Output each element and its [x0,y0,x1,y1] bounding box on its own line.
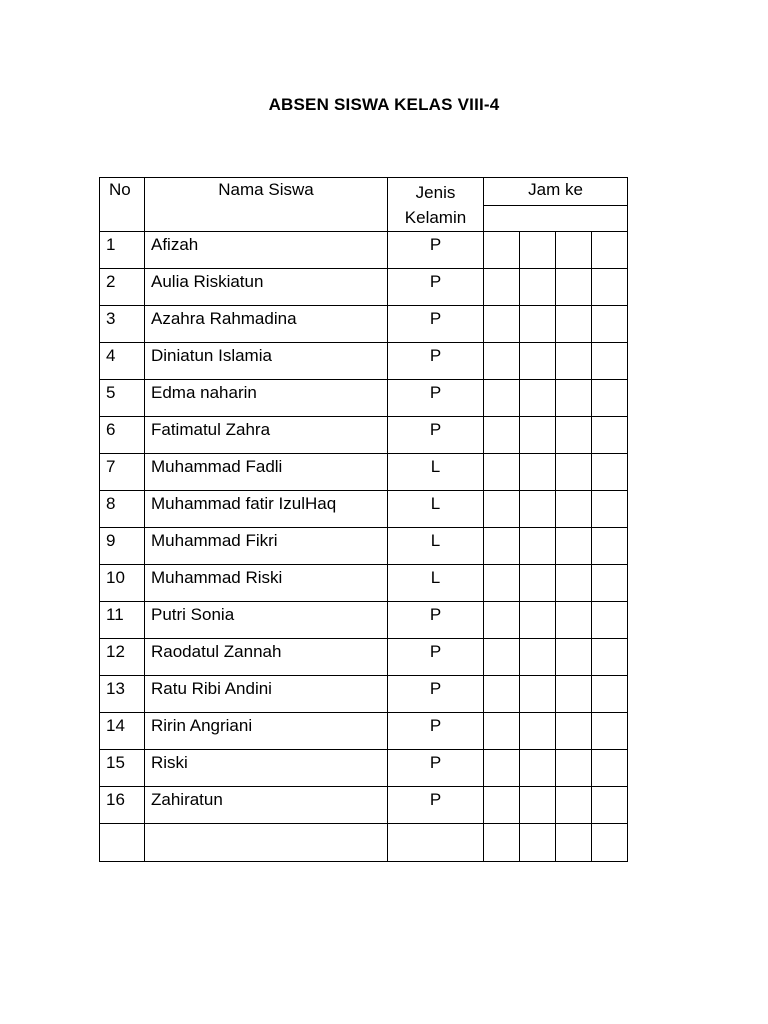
cell-jam [520,565,556,602]
cell-jam [484,602,520,639]
cell-name: Riski [145,750,388,787]
cell-jam [520,639,556,676]
cell-no: 1 [100,232,145,269]
cell-sex: P [388,269,484,306]
table-row [100,676,628,713]
cell-jam [592,454,628,491]
table-row [100,417,628,454]
cell-no: 6 [100,417,145,454]
cell-empty [388,824,484,862]
cell-jam [484,417,520,454]
cell-no: 2 [100,269,145,306]
cell-jam [592,232,628,269]
header-jam-sub [484,206,628,232]
table-row [100,380,628,417]
cell-jam [556,676,592,713]
cell-jam [556,417,592,454]
cell-name: Fatimatul Zahra [145,417,388,454]
cell-jam [556,528,592,565]
cell-jam [484,269,520,306]
cell-no: 5 [100,380,145,417]
cell-jam [556,269,592,306]
cell-jam [520,491,556,528]
cell-empty [556,824,592,862]
cell-jam [556,343,592,380]
cell-empty [145,824,388,862]
cell-no: 15 [100,750,145,787]
cell-jam [556,454,592,491]
cell-jam [592,491,628,528]
cell-name: Afizah [145,232,388,269]
cell-jam [556,787,592,824]
cell-name: Zahiratun [145,787,388,824]
cell-sex: L [388,528,484,565]
cell-jam [484,787,520,824]
cell-jam [484,528,520,565]
cell-jam [484,565,520,602]
cell-no: 13 [100,676,145,713]
table-row [100,306,628,343]
cell-no: 11 [100,602,145,639]
page-title: ABSEN SISWA KELAS VIII-4 [268,95,500,114]
cell-name: Putri Sonia [145,602,388,639]
table-row [100,602,628,639]
cell-jam [520,602,556,639]
cell-sex: P [388,306,484,343]
cell-name: Diniatun Islamia [145,343,388,380]
cell-jam [484,232,520,269]
cell-jam [592,602,628,639]
table-row [100,528,628,565]
cell-sex: P [388,787,484,824]
cell-jam [556,232,592,269]
cell-jam [556,602,592,639]
header-jam: Jam ke [484,178,628,206]
cell-jam [592,713,628,750]
cell-jam [484,639,520,676]
cell-no: 8 [100,491,145,528]
cell-jam [592,565,628,602]
cell-jam [520,232,556,269]
table-row [100,713,628,750]
cell-no: 4 [100,343,145,380]
cell-jam [520,713,556,750]
cell-jam [556,639,592,676]
cell-jam [520,380,556,417]
table-row [100,565,628,602]
cell-jam [520,269,556,306]
cell-name: Edma naharin [145,380,388,417]
cell-sex: L [388,454,484,491]
cell-jam [556,306,592,343]
cell-jam [520,528,556,565]
table-row [100,787,628,824]
cell-sex: P [388,380,484,417]
cell-sex: P [388,639,484,676]
cell-empty [520,824,556,862]
cell-jam [556,750,592,787]
cell-name: Muhammad Fikri [145,528,388,565]
cell-jam [484,343,520,380]
cell-name: Azahra Rahmadina [145,306,388,343]
table-row [100,639,628,676]
table-row [100,491,628,528]
cell-jam [520,343,556,380]
header-sex: Jenis Kelamin [388,178,484,232]
cell-jam [592,380,628,417]
cell-jam [556,565,592,602]
cell-jam [484,750,520,787]
cell-sex: P [388,343,484,380]
cell-jam [520,676,556,713]
cell-jam [556,380,592,417]
cell-name: Raodatul Zannah [145,639,388,676]
cell-jam [592,676,628,713]
cell-jam [520,306,556,343]
cell-name: Muhammad fatir IzulHaq [145,491,388,528]
cell-jam [484,306,520,343]
cell-sex: P [388,713,484,750]
cell-jam [592,787,628,824]
cell-no: 7 [100,454,145,491]
attendance-table [99,177,628,862]
cell-jam [592,417,628,454]
cell-empty [592,824,628,862]
cell-jam [592,639,628,676]
cell-sex: P [388,417,484,454]
cell-sex: P [388,232,484,269]
cell-no: 16 [100,787,145,824]
cell-jam [520,417,556,454]
cell-sex: L [388,491,484,528]
cell-name: Aulia Riskiatun [145,269,388,306]
header-no: No [100,178,145,232]
cell-no: 10 [100,565,145,602]
table-row [100,454,628,491]
cell-jam [484,491,520,528]
cell-sex: P [388,750,484,787]
table-row [100,750,628,787]
cell-jam [592,269,628,306]
table-row [100,232,628,269]
cell-jam [592,306,628,343]
cell-jam [484,454,520,491]
table-row [100,343,628,380]
cell-jam [592,343,628,380]
cell-no: 12 [100,639,145,676]
cell-jam [520,750,556,787]
cell-empty [100,824,145,862]
cell-jam [592,528,628,565]
cell-name: Muhammad Riski [145,565,388,602]
cell-no: 9 [100,528,145,565]
table-row-blank [100,824,628,862]
cell-jam [556,713,592,750]
cell-jam [520,454,556,491]
table-row [100,269,628,306]
cell-jam [484,380,520,417]
cell-no: 14 [100,713,145,750]
cell-name: Muhammad Fadli [145,454,388,491]
cell-jam [520,787,556,824]
cell-jam [592,750,628,787]
cell-jam [484,713,520,750]
table-header-row [100,178,628,206]
cell-jam [556,491,592,528]
cell-sex: L [388,565,484,602]
cell-sex: P [388,602,484,639]
cell-jam [484,676,520,713]
header-name: Nama Siswa [145,178,388,232]
cell-name: Ratu Ribi Andini [145,676,388,713]
cell-no: 3 [100,306,145,343]
cell-name: Ririn Angriani [145,713,388,750]
cell-sex: P [388,676,484,713]
cell-empty [484,824,520,862]
